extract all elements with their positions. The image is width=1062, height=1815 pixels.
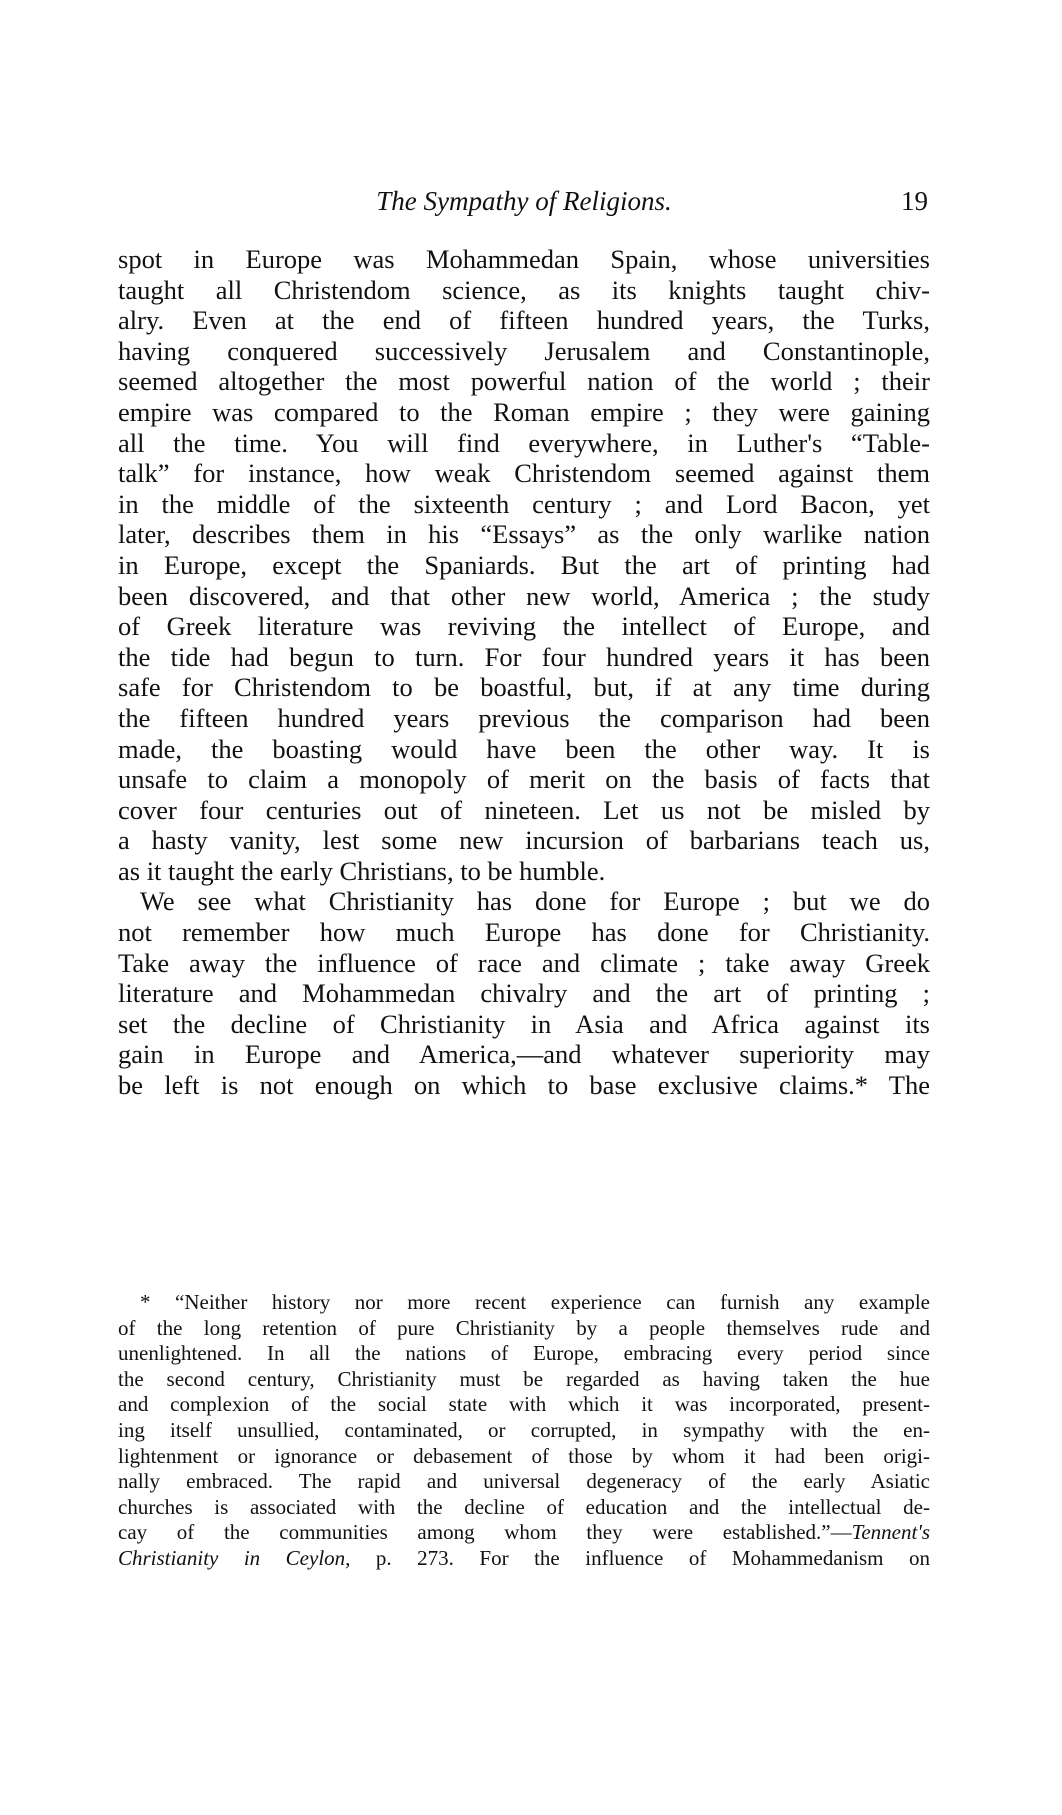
- footnote-line: unenlightened. In all the nations of Europe, embracing every period since: [118, 1341, 930, 1366]
- body-text: [118, 244, 930, 1101]
- running-title: The Sympathy of Religions.: [376, 186, 672, 216]
- text-line: having conquered successively Jerusalem and Constantinople,: [118, 335, 930, 366]
- footnote-quote-end: cay of the communities among whom they were established.”—: [118, 1520, 852, 1545]
- text-line: later, describes them in his “Essays” as the only warlike nation: [118, 519, 930, 550]
- text-line: spot in Europe was Mohammedan Spain, whose universities: [118, 244, 930, 274]
- footnote-line: * “Neither history nor more recent experience can furnish any example: [140, 1290, 930, 1314]
- text-line: We see what Christianity has done for Europe ; but we do: [140, 886, 930, 917]
- text-line: a hasty vanity, lest some new incursion of barbarians teach us,: [118, 825, 930, 856]
- text-line: Take away the influence of race and climate ; take away Greek: [118, 947, 930, 978]
- running-head: [118, 186, 930, 226]
- text-line: talk” for instance, how weak Christendom seemed against them: [118, 458, 930, 489]
- citation-title: Christianity in Ceylon,: [118, 1545, 351, 1570]
- text-line: seemed altogether the most powerful nation of the world ; their: [118, 366, 930, 397]
- text-line: unsafe to claim a monopoly of merit on the basis of facts that: [118, 764, 930, 795]
- text-line: literature and Mohammedan chivalry and the art of printing ;: [118, 978, 930, 1009]
- footnote-line: [118, 1546, 930, 1572]
- footnote-line: nally embraced. The rapid and universal degeneracy of the early Asiatic: [118, 1469, 930, 1494]
- text-line: made, the boasting would have been the other way. It is: [118, 733, 930, 764]
- text-line: alry. Even at the end of fifteen hundred years, the Turks,: [118, 305, 930, 336]
- text-line: cover four centuries out of nineteen. Let us not be misled by: [118, 794, 930, 825]
- footnote-continuation: p. 273. For the influence of Mohammedanism on: [350, 1545, 930, 1570]
- text-line: the fifteen hundred years previous the comparison had been: [118, 702, 930, 733]
- page-number: 19: [901, 186, 928, 216]
- footnote: [118, 1290, 930, 1572]
- footnote-line: of the long retention of pure Christianity by a people themselves rude and: [118, 1315, 930, 1340]
- text-line: set the decline of Christianity in Asia and Africa against its: [118, 1008, 930, 1039]
- footnote-line: ing itself unsullied, contaminated, or corrupted, in sympathy with the en-: [118, 1417, 930, 1442]
- footnote-line: [118, 1520, 930, 1546]
- citation-author: Tennent's: [851, 1520, 930, 1545]
- text-line: in Europe, except the Spaniards. But the art of printing had: [118, 549, 930, 580]
- text-line: in the middle of the sixteenth century ; and Lord Bacon, yet: [118, 488, 930, 519]
- text-line: of Greek literature was reviving the intellect of Europe, and: [118, 611, 930, 642]
- footnote-line: and complexion of the social state with which it was incorporated, present-: [118, 1392, 930, 1417]
- text-line: all the time. You will find everywhere, in Luther's “Table-: [118, 427, 930, 458]
- text-line: not remember how much Europe has done for Christianity.: [118, 917, 930, 948]
- text-line: empire was compared to the Roman empire ; they were gaining: [118, 396, 930, 427]
- footnote-line: lightenment or ignorance or debasement of those by whom it had been origi-: [118, 1443, 930, 1468]
- text-line: the tide had begun to turn. For four hundred years it has been: [118, 641, 930, 672]
- text-line: been discovered, and that other new world, America ; the study: [118, 580, 930, 611]
- text-line: gain in Europe and America,—and whatever superiority may: [118, 1039, 930, 1070]
- footnote-line: the second century, Christianity must be regarded as having taken the hue: [118, 1366, 930, 1391]
- text-line: as it taught the early Christians, to be humble.: [118, 855, 606, 886]
- text-line: safe for Christendom to be boastful, but, if at any time during: [118, 672, 930, 703]
- text-line: be left is not enough on which to base exclusive claims.* The: [118, 1070, 930, 1101]
- footnote-line: churches is associated with the decline of education and the intellectual de-: [118, 1494, 930, 1519]
- text-line: taught all Christendom science, as its knights taught chiv-: [118, 274, 930, 305]
